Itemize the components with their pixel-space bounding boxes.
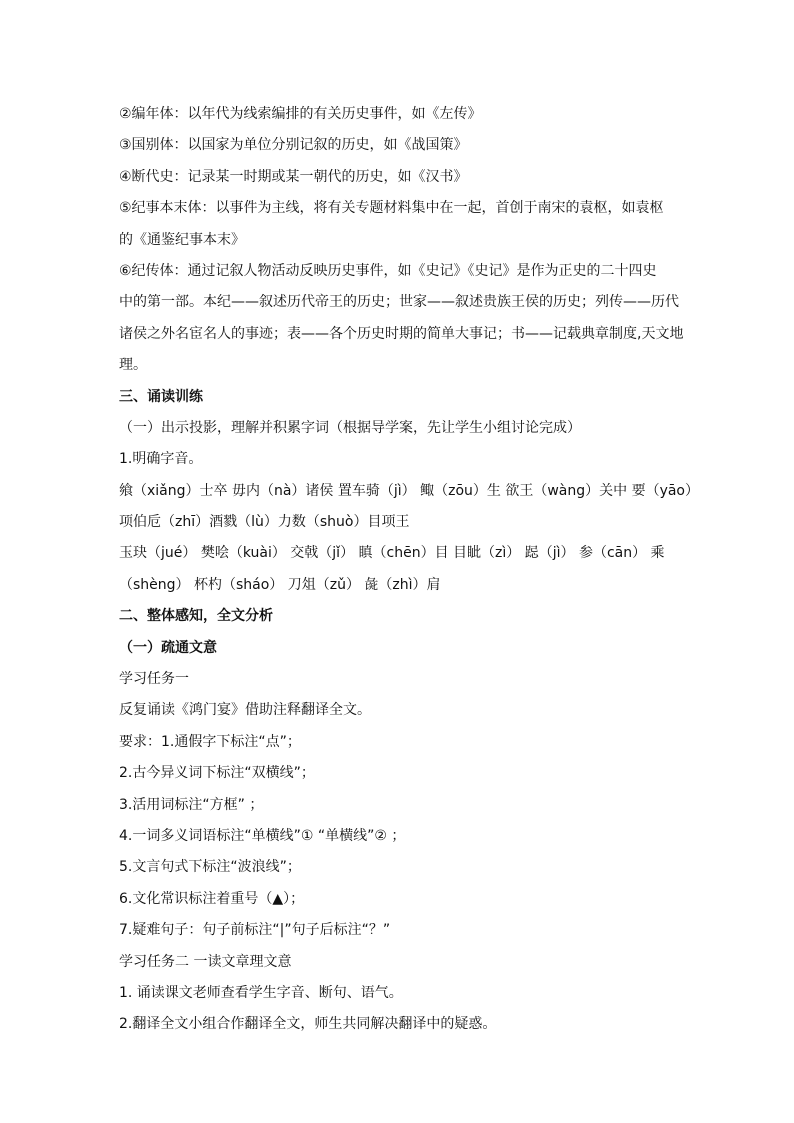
text-line: 1. 诵读课文老师查看学生字音、断句、语气。 xyxy=(119,984,403,1001)
text-line: 6.文化常识标注着重号（▲）； xyxy=(119,890,305,907)
text-line: 1.明确字音。 xyxy=(119,451,203,468)
text-line: ⑤纪事本末体：以事件为主线，将有关专题材料集中在一起，首创于南宋的袁枢，如袁枢 xyxy=(119,200,664,217)
text-line: ⑥纪传体：通过记叙人物活动反映历史事件，如《史记》《史记》是作为正史的二十四史 xyxy=(119,262,657,279)
text-line: 反复诵读《鸿门宴》借助注释翻译全文。 xyxy=(119,702,371,719)
section-heading: 三、诵读训练 xyxy=(119,388,203,405)
text-line: 2.翻译全文小组合作翻译全文，师生共同解决翻译中的疑惑。 xyxy=(119,1016,497,1033)
text-line: 飨（xiǎng）士卒 毋内（nà）诸侯 置车骑（jì） 鲰（zōu）生 欲王（wàng）关中 要（yāo） xyxy=(119,482,700,499)
text-line: 的《通鉴纪事本末》 xyxy=(119,231,245,248)
text-line: 5.文言句式下标注“波浪线”； xyxy=(119,859,301,876)
text-line: 项伯卮（zhī）酒戮（lù）力数（shuò）目项王 xyxy=(119,514,410,531)
text-line: 诸侯之外名宦名人的事迹；表——各个历史时期的简单大事记；书——记载典章制度,天文地 xyxy=(119,325,684,342)
text-line: （shèng） 杯杓（sháo） 刀俎（zǔ） 彘（zhì）肩 xyxy=(119,576,441,593)
text-line: 3.活用词标注“方框” ； xyxy=(119,796,264,813)
text-line: 2.古今异义词下标注“双横线”； xyxy=(119,765,315,782)
text-line: 理。 xyxy=(119,357,147,374)
section-heading: 二、整体感知，全文分析 xyxy=(119,608,273,625)
text-line: （一）出示投影，理解并积累字词（根据导学案，先让学生小组讨论完成） xyxy=(119,419,581,436)
text-line: 4.一词多义词语标注“单横线”① “单横线”② ； xyxy=(119,827,406,844)
document-page xyxy=(119,99,700,1041)
text-line: ④断代史：记录某一时期或某一朝代的历史，如《汉书》 xyxy=(119,168,468,185)
subsection-heading: （一）疏通文意 xyxy=(119,639,217,656)
text-line: 学习任务二 一读文章理文意 xyxy=(119,953,292,970)
text-line: ③国别体：以国家为单位分别记叙的历史，如《战国策》 xyxy=(119,137,468,154)
text-line: 要求：1.通假字下标注“点”； xyxy=(119,733,301,750)
text-line: 中的第一部。本纪——叙述历代帝王的历史；世家——叙述贵族王侯的历史；列传——历代 xyxy=(119,294,679,311)
text-line: ②编年体：以年代为线索编排的有关历史事件，如《左传》 xyxy=(119,106,482,122)
text-line: 7.疑难句子：句子前标注“|”句子后标注“？” xyxy=(119,922,391,939)
text-line: 玉玦（jué） 樊哙（kuài） 交戟（jǐ） 瞋（chēn）目 目眦（zì） 跽（jì） 参（cān） 乘 xyxy=(119,545,665,562)
text-line: 学习任务一 xyxy=(119,671,189,688)
